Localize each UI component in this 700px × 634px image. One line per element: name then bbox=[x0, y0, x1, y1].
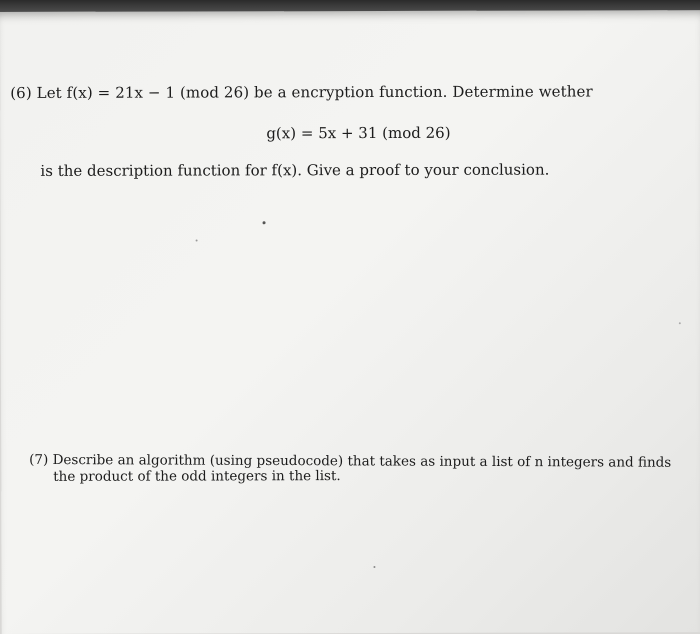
question-7-line-1: (7) Describe an algorithm (using pseudocode) that takes as input a list of n integers and finds bbox=[29, 451, 672, 471]
paper-speck bbox=[196, 239, 198, 241]
question-7 bbox=[29, 450, 689, 486]
question-6-statement: (6) Let f(x) = 21x − 1 (mod 26) be a encryption function. Determine wether bbox=[10, 82, 593, 102]
worksheet-page bbox=[0, 10, 700, 634]
paper-speck bbox=[263, 221, 266, 224]
question-7-line-2: the product of the odd integers in the list. bbox=[53, 468, 341, 485]
question-6-task: is the description function for f(x). Give a proof to your conclusion. bbox=[40, 160, 550, 180]
paper-speck bbox=[373, 566, 375, 568]
paper-speck bbox=[679, 322, 681, 324]
question-6-equation: g(x) = 5x + 31 (mod 26) bbox=[266, 123, 451, 143]
